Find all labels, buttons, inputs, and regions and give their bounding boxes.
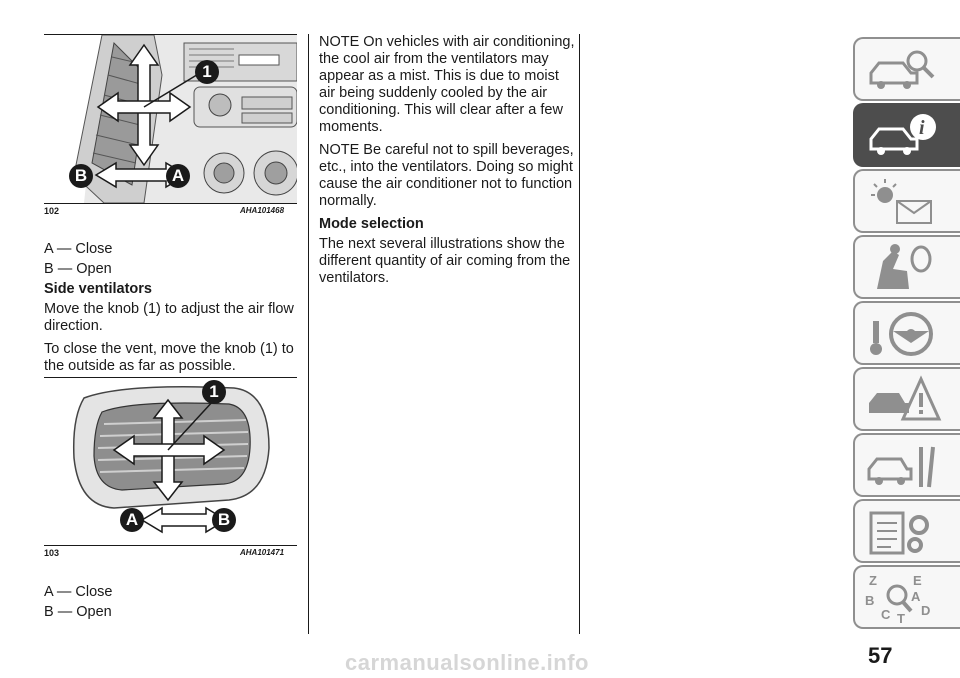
left-text-block — [44, 241, 304, 375]
section-heading: Mode selection — [319, 216, 424, 232]
watermark: carmanualsonline.info — [345, 650, 589, 675]
figure-number: 103 — [44, 548, 60, 558]
paragraph: Move the knob (1) to adjust the air flow direction. — [44, 301, 294, 334]
chapter-tab-2[interactable] — [853, 103, 960, 167]
note-paragraph: NOTE On vehicles with air conditioning, the cool air from the ventilators may appear as a mist. This is due to moist air being suddenly cooled by the air conditioning. This will clear after a few moments. — [319, 34, 575, 135]
column-divider — [579, 34, 580, 634]
car-search-icon — [863, 43, 943, 97]
page-number: 57 — [868, 643, 893, 668]
middle-text-block — [319, 34, 577, 287]
specs-gears-icon — [863, 505, 943, 559]
car-warning-icon — [863, 373, 943, 427]
svg-text:i: i — [919, 117, 925, 139]
legend-b: B — Open — [44, 261, 112, 277]
car-tools-icon — [863, 439, 943, 493]
car-info-icon — [863, 109, 943, 163]
chapter-tab-1[interactable] — [853, 37, 960, 101]
chapter-tab-9[interactable] — [853, 565, 960, 629]
svg-text:D: D — [921, 603, 931, 618]
svg-text:E: E — [913, 573, 922, 588]
legend-a: A — Close — [44, 584, 113, 600]
legend-b: B — Open — [44, 604, 112, 620]
figure-bottom-rule — [44, 203, 297, 204]
svg-text:B: B — [865, 593, 875, 608]
callout-a: A — [120, 508, 144, 532]
chapter-tab-6[interactable] — [853, 367, 960, 431]
callout-1: 1 — [195, 60, 219, 84]
figure-103-illustration — [44, 378, 297, 545]
chapter-tab-8[interactable] — [853, 499, 960, 563]
column-divider — [308, 34, 309, 634]
callout-b: B — [69, 164, 93, 188]
figure-code: AHA101471 — [240, 548, 285, 557]
callout-b: B — [212, 508, 236, 532]
callout-a: A — [166, 164, 190, 188]
legend-a: A — Close — [44, 241, 113, 257]
figure-number: 102 — [44, 206, 60, 216]
chapter-tab-3[interactable] — [853, 169, 960, 233]
figure-102-illustration — [44, 35, 297, 203]
seat-airbag-icon — [863, 241, 943, 295]
svg-text:C: C — [881, 607, 891, 622]
chapter-tab-7[interactable] — [853, 433, 960, 497]
index-search-icon — [863, 571, 943, 625]
svg-text:Z: Z — [869, 573, 877, 588]
lights-message-icon — [863, 175, 943, 229]
paragraph: To close the vent, move the knob (1) to the outside as far as possible. — [44, 341, 294, 374]
note-paragraph: NOTE Be careful not to spill beverages, etc., into the ventilators. Doing so might cause the air conditioner not to function normally. — [319, 142, 574, 209]
svg-text:A: A — [911, 589, 921, 604]
svg-text:T: T — [897, 611, 905, 625]
callout-1: 1 — [202, 380, 226, 404]
left-legend-block — [44, 584, 304, 621]
section-heading: Side ventilators — [44, 281, 152, 297]
figure-bottom-rule — [44, 545, 297, 546]
chapter-tab-5[interactable] — [853, 301, 960, 365]
chapter-tab-4[interactable] — [853, 235, 960, 299]
figure-code: AHA101468 — [240, 206, 285, 215]
key-steering-icon — [863, 307, 943, 361]
paragraph: The next several illustrations show the different quantity of air coming from the ventilators. — [319, 236, 571, 286]
